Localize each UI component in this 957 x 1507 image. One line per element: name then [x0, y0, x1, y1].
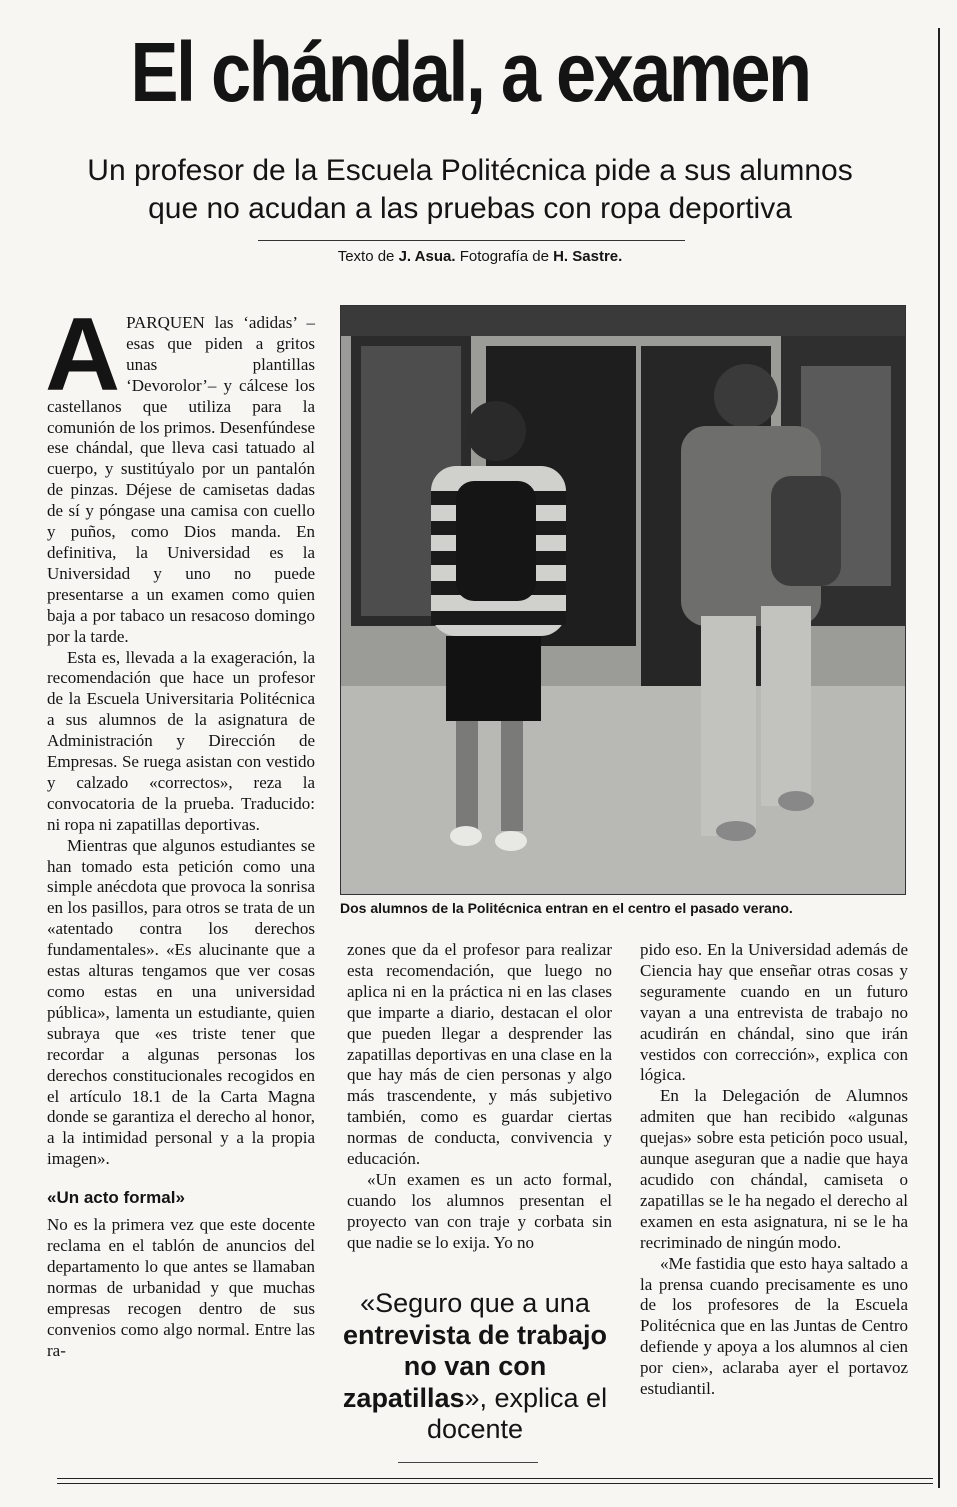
headline: El chándal, a examen — [130, 25, 810, 119]
right-border-rule — [938, 28, 940, 1488]
photo-caption: Dos alumnos de la Politécnica entran en el centro el pasado verano. — [340, 900, 793, 916]
paragraph-9: «Me fastidia que esto haya saltado a la prensa cuando precisamente es uno de los profesores de la Escuela Politécnica que en las Juntas de Centro defiende y apoya a los alumnos al cien por cien», aclaraba ayer el portavoz estudiantil. — [640, 1253, 908, 1399]
paragraph-7: pido eso. En la Universidad además de Ciencia hay que enseñar otras cosas y seguramente cuando en un futuro vayan a una entrevista de trabajo no acudirán en chándal, sino que irán vestidos con corrección», explica con lógica. — [640, 940, 908, 1085]
pull-quote-rule — [398, 1462, 538, 1463]
drop-cap: A — [45, 297, 121, 413]
paragraph-8: En la Delegación de Alumnos admiten que han recibido «algunas quejas» sobre esta petición poco usual, aunque aseguran que a nadie que haya acudido con chándal, camiseta o zapatillas se le ha negado el derecho al examen en esta asignatura, ni se le ha recriminado de ningún modo. — [640, 1086, 908, 1252]
subheadline-line-1: Un profesor de la Escuela Politécnica pide a sus alumnos — [87, 154, 853, 187]
paragraph-6: «Un examen es un acto formal, cuando los alumnos presentan el proyecto van con traje y corbata sin que nadie se lo exija. Yo no — [347, 1169, 612, 1252]
paragraph-4: No es la primera vez que este docente reclama en el tablón de anuncios del departamento lo que antes se llamaban normas de urbanidad y que muchas empresas recogen dentro de sus convenios como algo normal. Entre las ra- — [47, 1215, 315, 1360]
subheadline-line-2: que no acudan a las pruebas con ropa deportiva — [148, 192, 792, 225]
byline — [0, 248, 957, 265]
paragraph-2: Esta es, llevada a la exageración, la recomendación que hace un profesor de la Escuela Universitaria Politécnica a sus alumnos de la asignatura de Administración y Dirección de Empresas. Se ruega asistan con vestido y calzado «correctos», reza la convocatoria de la prueba. Traducido: ni ropa ni zapatillas deportivas. — [47, 647, 315, 834]
byline-photographer: H. Sastre. — [553, 248, 623, 265]
byline-author: J. Asua. — [398, 248, 456, 265]
paragraph-5: zones que da el profesor para realizar esta recomendación, que luego no aplica ni en la práctica ni en las clases que imparte a diario, destacan el olor que pueden llegar a desprender las zapatillas deportivas en una clase en la que hay más de cien personas y algo más trascendente, y más subjetivo también, como es guardar ciertas normas de conducta, convivencia y educación. — [347, 940, 612, 1169]
crosshead: «Un acto formal» — [47, 1188, 185, 1208]
subheadline — [20, 152, 920, 228]
article-column-3 — [640, 940, 908, 1400]
photo-two-students-walking-icon — [341, 306, 905, 894]
pull-quote-open: «Seguro que a una — [360, 1288, 590, 1318]
pull-quote-bold: entrevista de trabajo no van con zapatillas — [342, 1319, 608, 1413]
article-column-2 — [347, 940, 612, 1254]
byline-text-prefix: Texto de — [337, 248, 399, 265]
photo — [340, 305, 906, 895]
article-column-1 — [45, 297, 315, 1361]
paragraph-1: PARQUEN las ‘adidas’ –esas que piden a gritos unas plantillas ‘Devorolor’– y cálcese los castellanos que utiliza para la comunión de los primos. Desenfúndese ese chándal, que lleva casi tatuado al cuerpo, y sustitúyalo por un pantalón de pinzas. Déjese de camisetas dadas de sí y póngase una camisa con cuello y puños, como Dios manda. En definitiva, la Universidad es la Universidad y uno no puede presentarse a un examen como quien baja a por tabaco un resacoso domingo por la tarde. — [47, 313, 315, 646]
paragraph-3: Mientras que algunos estudiantes se han tomado esta petición como una simple anécdota que provoca la sonrisa en los pasillos, para otros se trata de un «atentado contra los derechos fundamentales». «Es alucinante que a estas alturas tengamos que ver cosas como estas en una universidad pública», lamenta un estudiante, quien subraya que «es triste tener que recordar a algunas personas los derechos constitucionales recogidos en el artículo 18.1 de la Carta Magna donde se garantiza el derecho al honor, a la intimidad personal y a la propia imagen». — [47, 835, 315, 1169]
byline-photo-prefix: Fotografía de — [455, 248, 554, 265]
pull-quote — [340, 1288, 610, 1446]
pull-quote-close: », explica el docente — [426, 1382, 608, 1444]
bottom-rule — [57, 1478, 933, 1484]
byline-rule — [258, 240, 685, 241]
